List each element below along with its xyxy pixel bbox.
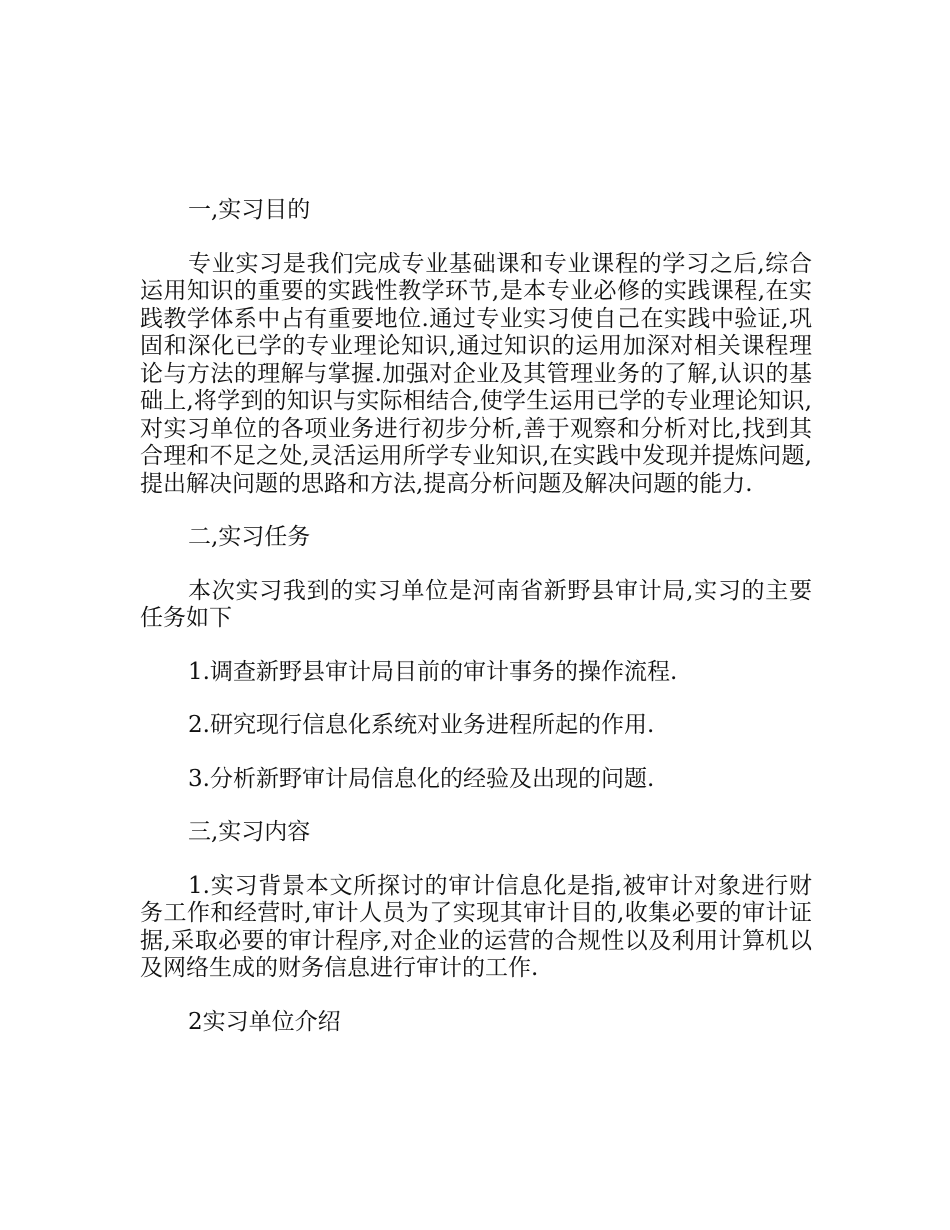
document-body <box>140 197 812 1062</box>
section-heading-tasks: 二,实习任务 <box>188 524 311 550</box>
section-heading-purpose: 一,实习目的 <box>188 197 311 223</box>
content-unit-intro-heading: 2实习单位介绍 <box>188 1008 341 1035</box>
content-background-paragraph: 1.实习背景本文所探讨的审计信息化是指,被审计对象进行财务工作和经营时,审计人员为了实现其审计目的,收集必要的审计证据,采取必要的审计程序,对企业的运营的合规性以及利用计算机以及网络生成的财务信息进行审计的工作. <box>140 872 812 981</box>
task-item: 3.分析新野审计局信息化的经验及出现的问题. <box>188 765 655 792</box>
task-item: 1.调查新野县审计局目前的审计事务的操作流程. <box>188 658 678 685</box>
task-item: 2.研究现行信息化系统对业务进程所起的作用. <box>188 712 655 738</box>
section-heading-content: 三,实习内容 <box>188 819 311 845</box>
tasks-paragraph: 本次实习我到的实习单位是河南省新野县审计局,实习的主要任务如下 <box>140 577 812 631</box>
purpose-paragraph: 专业实习是我们完成专业基础课和专业课程的学习之后,综合运用知识的重要的实践性教学环节,是本专业必修的实践课程,在实践教学体系中占有重要地位.通过专业实习使自己在实践中验证,巩固和深化已学的专业理论知识,通过知识的运用加深对相关课程理论与方法的理解与掌握.加强对企业及其管理业务的了解,认识的基础上,将学到的知识与实际相结合,使学生运用已学的专业理论知识,对实习单位的各项业务进行初步分析,善于观察和分析对比,找到其合理和不足之处,灵活运用所学专业知识,在实践中发现并提炼问题,提出解决问题的思路和方法,提高分析问题及解决问题的能力. <box>140 250 812 497</box>
